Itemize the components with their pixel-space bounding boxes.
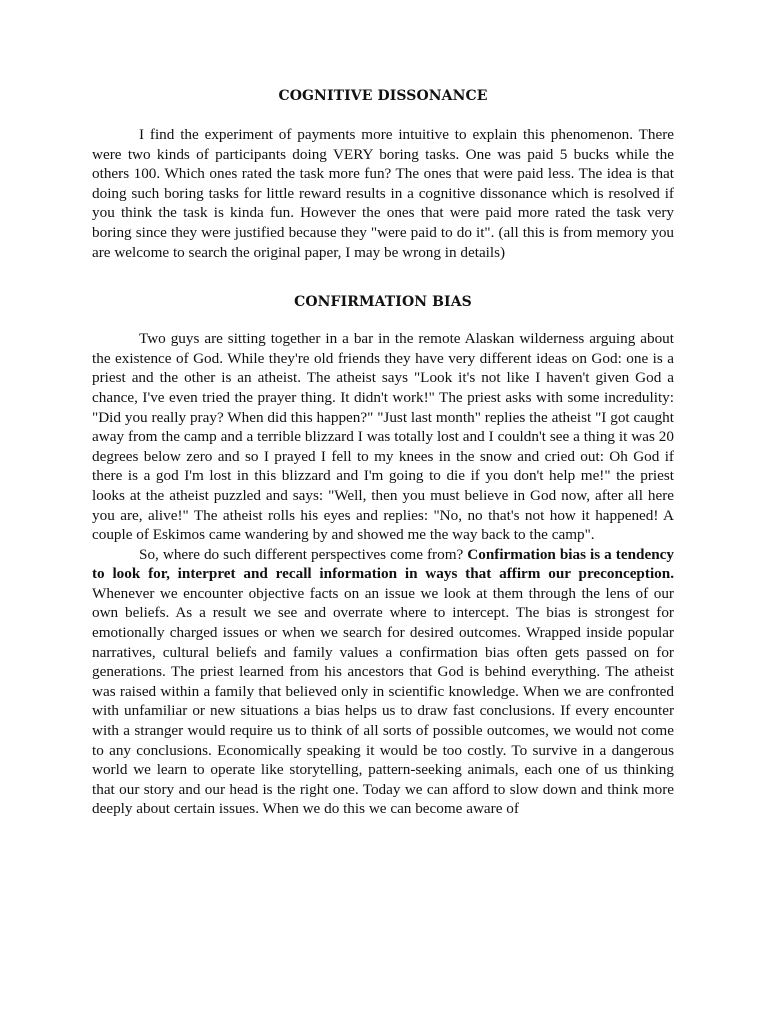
section-title-cognitive-dissonance: COGNITIVE DISSONANCE [278,88,488,104]
paragraph-confirmation-bias-explanation [92,545,674,819]
bold-definition-text: Confirmation bias is a tendency to look for, interpret and recall information in ways that affirm our preconception. [92,545,674,583]
paragraph-confirmation-bias-story: Two guys are sitting together in a bar in the remote Alaskan wilderness arguing about the existence of God. While they're old friends they have very different ideas on God: one is a priest and the other is an atheist. The atheist says "Look it's not like I haven't given God a chance, I've even tried the prayer thing. It didn't work!" The priest asks with some incredulity: "Did you really pray? When did this happen?" "Just last month" replies the atheist "I got caught away from the camp and a terrible blizzard I was totally lost and I couldn't see a thing it was 20 degrees below zero and so I prayed I fell to my knees in the snow and cried out: Oh God if there is a god I'm lost in this blizzard and I'm going to die if you don't help me!" the priest looks at the atheist puzzled and says: "Well, then you must believe in God now, after all here you are, alive!" The atheist rolls his eyes and replies: "No, no that's not how it happened! A couple of Eskimos came wandering by and showed me the way back to the camp". [92,330,674,544]
section-title-confirmation-bias: CONFIRMATION BIAS [294,294,472,311]
paragraph-cognitive-dissonance: I find the experiment of payments more intuitive to explain this phenomenon. There were two kinds of participants doing VERY boring tasks. One was paid 5 bucks while the others 100. Which ones rated the task more fun? The ones that were paid less. The idea is that doing such boring tasks for little reward results in a cognitive dissonance which is resolved if you think the task is kinda fun. However the ones that were paid more rated the task very boring since they were justified because they "were paid to do it". (all this is from memory you are welcome to search the original paper, I may be wrong in details) [92,126,674,261]
paragraph-rest-text: Whenever we encounter objective facts on an issue we look at them through the lens of our own beliefs. As a result we see and overrate where to intercept. The bias is strongest for emotionally charged issues or when we search for desired outcomes. Wrapped inside popular narratives, cultural beliefs and family values a confirmation bias often gets passed on for generations. The priest learned from his ancestors that God is behind everything. The atheist was raised within a family that believed only in scientific knowledge. When we are confronted with unfamiliar or new situations a bias helps us to draw fast conclusions. If every encounter with a stranger would require us to think of all sorts of possible outcomes, we would not come to any conclusions. Economically speaking it would be too costly. To survive in a dangerous world we learn to operate like storytelling, pattern-seeking animals, each one of us thinking that our story and our head is the right one. Today we can afford to slow down and think more deeply about certain issues. When we do this we can become aware of [92,584,674,818]
paragraph-intro-text: So, where do such different perspectives come from? [139,545,468,563]
document-page [92,88,674,819]
